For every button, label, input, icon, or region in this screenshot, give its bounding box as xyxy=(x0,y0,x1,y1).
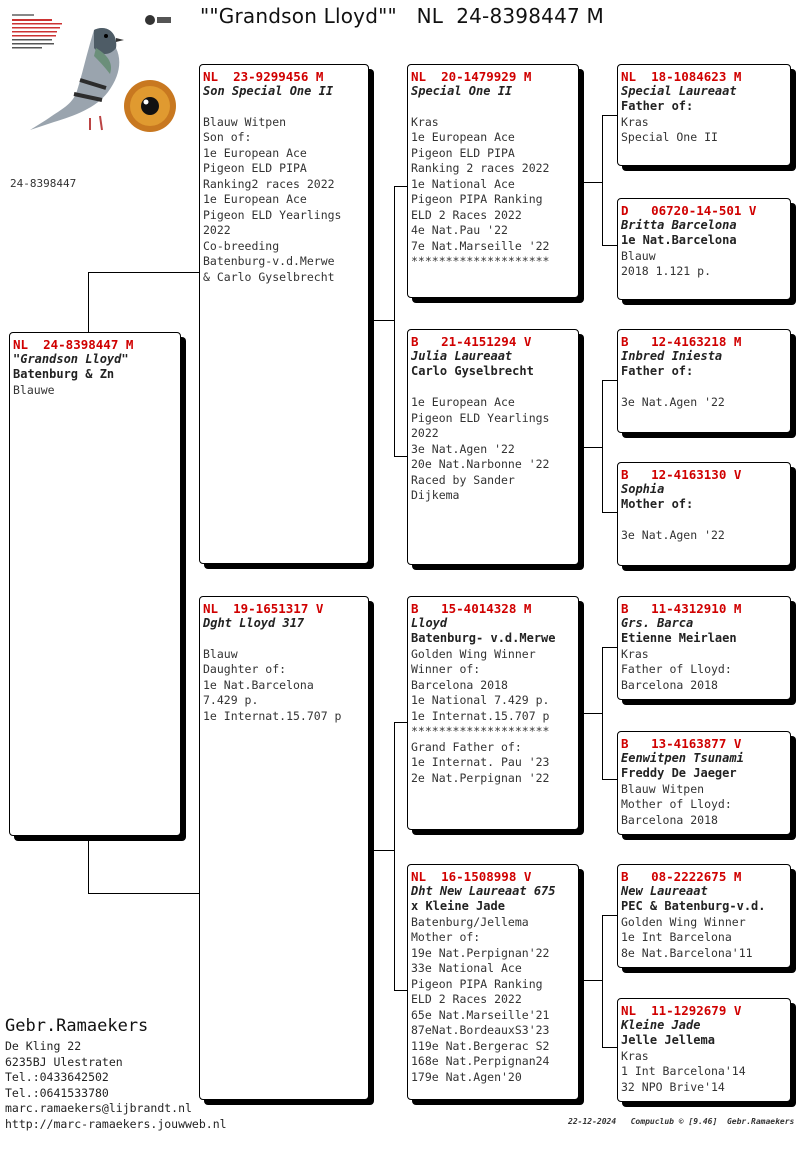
info-line: Kras xyxy=(621,646,649,661)
pigeon-name: Kleine Jade xyxy=(621,1018,701,1032)
info-line: 168e Nat.Perpignan24 xyxy=(411,1054,550,1068)
info-line: ELD 2 Races 2022 xyxy=(411,207,522,222)
owner-name: Batenburg- v.d.Merwe xyxy=(411,631,556,645)
connector-line xyxy=(602,779,618,780)
info-line: Pigeon PIPA Ranking xyxy=(411,976,543,991)
pigeon-name: Dht New Laureaat 675 xyxy=(411,884,556,898)
info-line: 7.429 p. xyxy=(203,693,259,707)
owner-name: Father of: xyxy=(621,364,694,378)
pigeon-name: Grs. Barca xyxy=(621,616,694,630)
ring-number: NL 18-1084623 M xyxy=(621,69,742,84)
info-line: Kras xyxy=(621,1048,649,1063)
info-line: Winner of: xyxy=(411,662,481,676)
pigeon-name: Britta Barcelona xyxy=(621,218,737,232)
info-line: 87eNat.BordeauxS3'23 xyxy=(411,1023,550,1037)
info-line: ******************** xyxy=(411,724,550,738)
info-line: Pigeon PIPA Ranking xyxy=(411,192,543,206)
info-line: ******************** xyxy=(411,254,550,268)
logo-small-text xyxy=(12,14,62,49)
info-line: 1e Nat.Barcelona xyxy=(203,677,314,692)
ring-number: NL 24-8398447 M xyxy=(13,337,134,352)
info-line xyxy=(203,99,364,115)
info-line: 3e Nat.Agen '22 xyxy=(621,395,725,409)
pigeon-name: Inbred Iniesta xyxy=(621,349,723,363)
breeder-postcode: 6235BJ Ulestraten xyxy=(5,1054,123,1069)
info-line: 2e Nat.Perpignan '22 xyxy=(411,770,550,785)
owner-name: Jelle Jellema xyxy=(621,1033,715,1047)
info-line: 2018 1.121 p. xyxy=(621,264,712,278)
info-line: Co-breeding xyxy=(203,238,280,253)
ring-number: B 12-4163130 V xyxy=(621,467,742,482)
info-line: Kras xyxy=(621,114,649,129)
info-line: Golden Wing Winner xyxy=(621,914,746,929)
info-line: 1 Int Barcelona'14 xyxy=(621,1064,746,1078)
info-line: 4e Nat.Pau '22 xyxy=(411,223,508,237)
info-line xyxy=(621,380,786,396)
footer-credits: 22-12-2024 Compuclub © [9.46] Gebr.Ramaekers xyxy=(568,1117,795,1126)
info-line: 1e Int Barcelona xyxy=(621,930,732,944)
connector-line xyxy=(578,980,602,981)
pigeon-name: Lloyd xyxy=(411,616,448,630)
connector-line xyxy=(88,893,200,894)
info-line: Barcelona 2018 xyxy=(621,677,718,692)
info-line: Blauw Witpen xyxy=(203,114,287,129)
info-line: Pigeon ELD Yearlings xyxy=(203,207,342,222)
info-line: 119e Nat.Bergerac S2 xyxy=(411,1038,550,1053)
info-line xyxy=(203,631,364,647)
info-line: 1e European Ace xyxy=(411,395,515,409)
connector-line xyxy=(602,915,603,1047)
breeder-name: Gebr.Ramaekers xyxy=(5,1016,149,1036)
info-line: 20e Nat.Narbonne '22 xyxy=(411,457,550,471)
info-line xyxy=(411,99,574,115)
info-line: 3e Nat.Agen '22 xyxy=(411,441,515,456)
pigeon-card-ddd[interactable] xyxy=(617,998,791,1102)
info-line: Kras xyxy=(411,114,439,129)
connector-line xyxy=(368,850,394,851)
ring-number: NL 11-1292679 V xyxy=(621,1003,742,1018)
pigeon-card-sire-dam[interactable] xyxy=(407,329,579,565)
connector-line xyxy=(602,380,603,512)
info-line: 7e Nat.Marseille '22 xyxy=(411,238,550,253)
info-line: 2022 xyxy=(411,426,439,440)
info-line: 1e Internat.15.707 p xyxy=(411,708,550,723)
info-line: Grand Father of: xyxy=(411,739,522,754)
owner-name: Mother of: xyxy=(621,497,694,511)
ring-number: NL 19-1651317 V xyxy=(203,601,324,616)
info-line: Son of: xyxy=(203,130,252,144)
ring-number: B 21-4151294 V xyxy=(411,334,532,349)
info-line: 33e National Ace xyxy=(411,961,522,975)
pigeon-card-sdd[interactable] xyxy=(617,462,791,566)
ring-number: B 11-4312910 M xyxy=(621,601,742,616)
ring-number: B 13-4163877 V xyxy=(621,736,742,751)
ring-number: B 12-4163218 M xyxy=(621,334,742,349)
connector-line xyxy=(602,647,603,779)
pigeon-card-dss[interactable] xyxy=(617,596,791,700)
pigeon-name: Special One II xyxy=(411,84,513,98)
pigeon-name: Son Special One II xyxy=(203,84,334,98)
info-line: 8e Nat.Barcelona'11 xyxy=(621,945,753,960)
owner-name: Carlo Gyselbrecht xyxy=(411,364,534,378)
connector-line xyxy=(602,380,618,381)
info-line: Barcelona 2018 xyxy=(411,677,508,692)
info-line: Pigeon ELD Yearlings xyxy=(411,410,550,425)
connector-line xyxy=(88,272,89,333)
breeder-mobile: Tel.:0641533780 xyxy=(5,1085,109,1100)
info-line: Ranking2 races 2022 xyxy=(203,176,335,191)
left-ring-number: 24-8398447 xyxy=(10,177,77,190)
pigeon-name: Dght Lloyd 317 xyxy=(203,616,305,630)
pigeon-logo-image xyxy=(10,10,180,135)
info-line: & Carlo Gyselbrecht xyxy=(203,269,335,284)
club-badge-icon xyxy=(145,15,171,25)
connector-line xyxy=(394,456,408,457)
connector-line xyxy=(394,722,395,990)
connector-line xyxy=(578,713,602,714)
info-line xyxy=(411,380,574,396)
info-line: 1e European Ace xyxy=(411,130,515,144)
info-line: Ranking 2 races 2022 xyxy=(411,161,550,175)
ring-number: D 06720-14-501 V xyxy=(621,203,757,218)
ring-number: B 15-4014328 M xyxy=(411,601,532,616)
owner-name: Freddy De Jaeger xyxy=(621,766,737,780)
breeder-phone: Tel.:0433642502 xyxy=(5,1070,109,1084)
breeder-info xyxy=(5,1016,227,1132)
owner-name: x Kleine Jade xyxy=(411,899,505,913)
info-line: Mother of: xyxy=(411,930,481,944)
info-line: Golden Wing Winner xyxy=(411,646,536,661)
owner-name: PEC & Batenburg-v.d. xyxy=(621,899,766,913)
pigeon-name: New Laureaat xyxy=(621,884,708,898)
info-line: 1e Internat. Pau '23 xyxy=(411,755,550,769)
info-line: Pigeon ELD PIPA xyxy=(411,145,515,160)
ring-number: NL 23-9299456 M xyxy=(203,69,324,84)
info-line: ELD 2 Races 2022 xyxy=(411,992,522,1006)
connector-line xyxy=(602,115,603,245)
info-line: 3e Nat.Agen '22 xyxy=(621,528,725,542)
connector-line xyxy=(394,186,395,456)
connector-line xyxy=(602,115,618,116)
pigeon-card-ssd[interactable] xyxy=(617,198,791,300)
info-line: 32 NPO Brive'14 xyxy=(621,1079,725,1094)
ring-number: NL 16-1508998 V xyxy=(411,869,532,884)
pigeon-name: Special Laureaat xyxy=(621,84,737,98)
connector-line xyxy=(394,990,408,991)
pigeon-name: "Grandson Lloyd" xyxy=(13,352,129,366)
pigeon-name: Sophia xyxy=(621,482,665,496)
pigeon-card-sire-sire[interactable] xyxy=(407,64,579,298)
info-line: Blauw xyxy=(621,248,656,263)
info-line: Blauw Witpen xyxy=(621,781,705,796)
info-line: Blauw xyxy=(203,646,238,661)
connector-line xyxy=(602,915,618,916)
pigeon-card-subject[interactable] xyxy=(9,332,181,836)
info-line xyxy=(621,513,786,529)
info-line: 1e Internat.15.707 p xyxy=(203,708,342,723)
info-line: Special One II xyxy=(621,130,718,144)
breeder-email-link[interactable]: marc.ramaekers@lijbrandt.nl xyxy=(5,1101,192,1115)
connector-line xyxy=(88,272,200,273)
pigeon-card-dsd[interactable] xyxy=(617,731,791,835)
pigeon-eye-icon xyxy=(124,80,176,132)
owner-name: Etienne Meirlaen xyxy=(621,631,737,645)
info-line: Batenburg-v.d.Merwe xyxy=(203,254,335,268)
info-line: 1e European Ace xyxy=(203,192,307,206)
pigeon-card-dam-sire[interactable] xyxy=(407,596,579,830)
info-line: 1e European Ace xyxy=(203,145,307,160)
info-line: 2022 xyxy=(203,223,231,237)
info-line: Pigeon ELD PIPA xyxy=(203,161,307,175)
connector-line xyxy=(578,182,602,183)
pigeon-card-sire[interactable] xyxy=(199,64,369,564)
pigeon-card-dds[interactable] xyxy=(617,864,791,968)
connector-line xyxy=(368,320,394,321)
connector-line xyxy=(602,512,618,513)
owner-name: 1e Nat.Barcelona xyxy=(621,233,737,247)
ring-number: NL 20-1479929 M xyxy=(411,69,532,84)
pigeon-card-sss[interactable] xyxy=(617,64,791,166)
connector-line xyxy=(394,722,408,723)
info-line: Mother of Lloyd: xyxy=(621,797,732,811)
breeder-address: De Kling 22 xyxy=(5,1039,82,1053)
info-line: Blauwe xyxy=(13,382,55,397)
info-line: Father of Lloyd: xyxy=(621,662,732,676)
connector-line xyxy=(602,1047,618,1048)
info-line: Dijkema xyxy=(411,488,460,502)
info-line: 1e National Ace xyxy=(411,176,515,191)
info-line: Barcelona 2018 xyxy=(621,812,718,827)
owner-name: Father of: xyxy=(621,99,694,113)
info-line: Raced by Sander xyxy=(411,472,515,487)
info-line: 19e Nat.Perpignan'22 xyxy=(411,945,550,960)
page-title: ""Grandson Lloyd"" NL 24-8398447 M xyxy=(200,4,604,28)
pigeon-name: Julia Laureaat xyxy=(411,349,513,363)
owner-name: Batenburg & Zn xyxy=(13,367,115,381)
pigeon-card-sds[interactable] xyxy=(617,329,791,433)
connector-line xyxy=(602,647,618,648)
pigeon-name: Eenwitpen Tsunami xyxy=(621,751,744,765)
info-line: 65e Nat.Marseille'21 xyxy=(411,1007,550,1022)
info-line: 179e Nat.Agen'20 xyxy=(411,1069,522,1084)
breeder-website-link[interactable]: http://marc-ramaekers.jouwweb.nl xyxy=(5,1116,227,1131)
connector-line xyxy=(602,245,618,246)
info-line: Daughter of: xyxy=(203,662,287,676)
info-line: 1e National 7.429 p. xyxy=(411,693,550,707)
connector-line xyxy=(88,836,89,893)
connector-line xyxy=(394,186,408,187)
info-line: Batenburg/Jellema xyxy=(411,914,529,929)
ring-number: B 08-2222675 M xyxy=(621,869,742,884)
pigeon-card-dam-dam[interactable] xyxy=(407,864,579,1100)
connector-line xyxy=(578,447,602,448)
